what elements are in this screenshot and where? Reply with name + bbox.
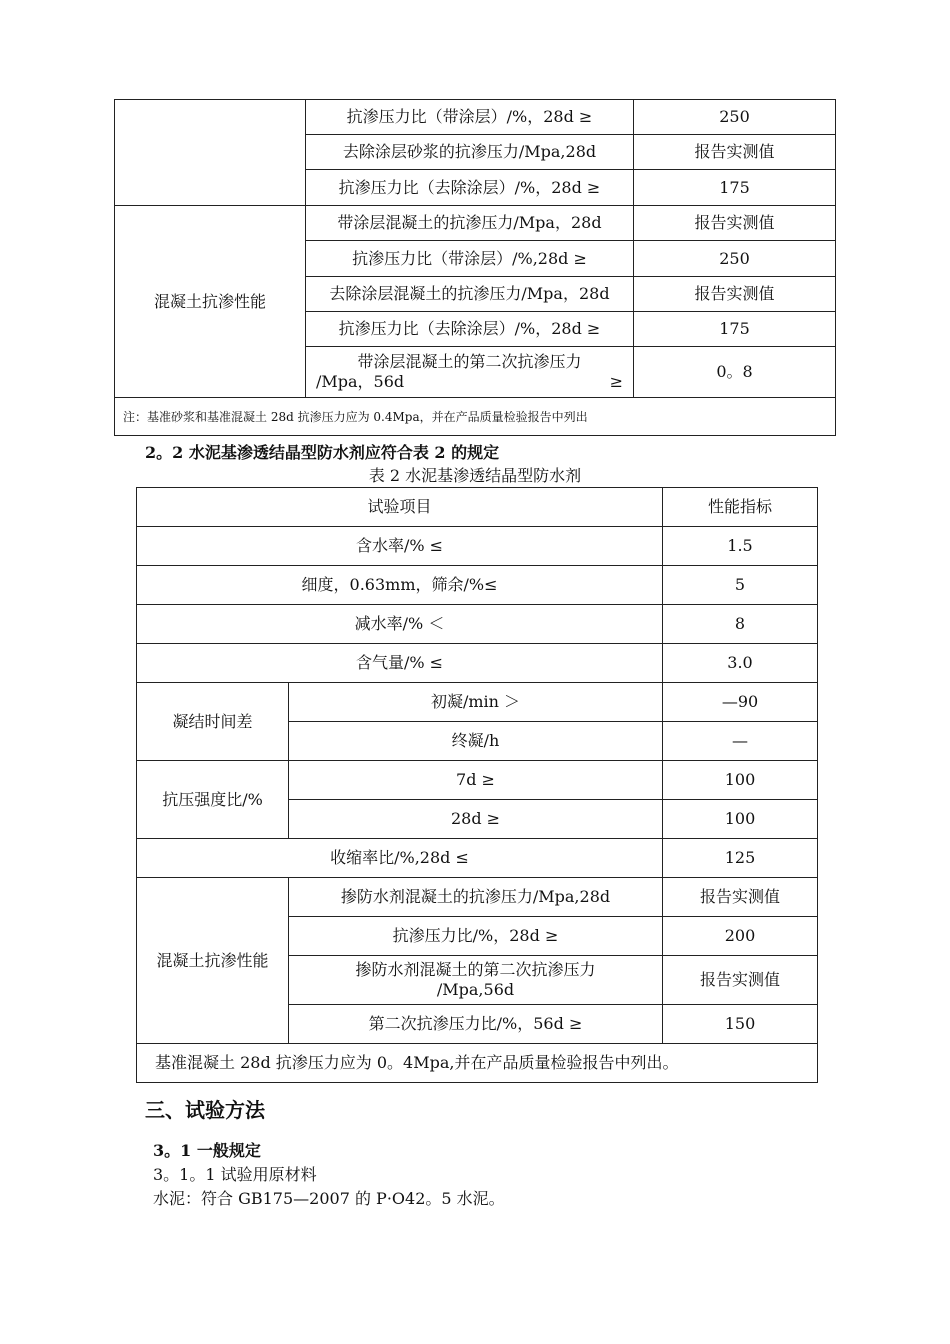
table-cell-item: 带涂层混凝土的抗渗压力/Mpa，28d [306, 206, 634, 241]
table-cell-item: 抗渗压力比（去除涂层）/%，28d ≥ [306, 170, 634, 206]
table-cell-item: 细度，0.63mm，筛余/%≤ [137, 566, 663, 605]
table-cell-item: 抗渗压力比（带涂层）/%，28d ≥ [306, 100, 634, 135]
table-row [137, 644, 818, 683]
section-heading-3: 三、试验方法 [145, 1098, 265, 1122]
table-2-caption: 表 2 水泥基渗透结晶型防水剂 [368, 466, 582, 485]
table-cell-item: 抗渗压力比（带涂层）/%,28d ≥ [306, 241, 634, 277]
table-cell-value: 1.5 [663, 527, 818, 566]
table-cell-value: 100 [663, 800, 818, 839]
compressive-label-cell: 抗压强度比/% [137, 761, 289, 839]
table-row [115, 100, 836, 135]
table-cell-item: 终凝/h [289, 722, 663, 761]
table-row [137, 527, 818, 566]
table-cell-value: 8 [663, 605, 818, 644]
table-row [137, 566, 818, 605]
table-cell-value: 0。8 [634, 347, 836, 398]
item-sign: ≥ [609, 372, 623, 391]
concrete-label-cell: 混凝土抗渗性能 [115, 206, 306, 398]
table-cell-item: 去除涂层砂浆的抗渗压力/Mpa,28d [306, 135, 634, 170]
table-row [137, 683, 818, 722]
table-cell-value: 200 [663, 917, 818, 956]
table-cell-value: 报告实测值 [634, 135, 836, 170]
header-item: 试验项目 [137, 488, 663, 527]
table-cell-value: 报告实测值 [663, 956, 818, 1005]
section-heading-2-2: 2。2 水泥基渗透结晶型防水剂应符合表 2 的规定 [145, 443, 500, 462]
table-row [137, 839, 818, 878]
table-cell-item: 抗渗压力比/%，28d ≥ [289, 917, 663, 956]
item-line-1: 带涂层混凝土的第二次抗渗压力 [357, 352, 582, 371]
concrete-label-cell: 混凝土抗渗性能 [137, 878, 289, 1044]
table-row [137, 761, 818, 800]
table-row [137, 878, 818, 917]
table-cell-value: 250 [634, 241, 836, 277]
table-note: 注：基准砂浆和基准混凝土 28d 抗渗压力应为 0.4Mpa，并在产品质量检验报告中列出 [115, 398, 836, 436]
table-note: 基准混凝土 28d 抗渗压力应为 0。4Mpa,并在产品质量检验报告中列出。 [137, 1044, 818, 1083]
table-cell-item: 去除涂层混凝土的抗渗压力/Mpa，28d [306, 277, 634, 312]
table-cell-value: 175 [634, 170, 836, 206]
table-cell-item: 28d ≥ [289, 800, 663, 839]
table-cell-item: 含气量/% ≤ [137, 644, 663, 683]
item-line-1: 掺防水剂混凝土的第二次抗渗压力 [355, 960, 596, 979]
table-cell-value: 报告实测值 [663, 878, 818, 917]
table-cell-value: 5 [663, 566, 818, 605]
section-heading-3-1: 3。1 一般规定 [153, 1141, 261, 1160]
setting-label-cell: 凝结时间差 [137, 683, 289, 761]
table-cell-item: 含水率/% ≤ [137, 527, 663, 566]
table-cell-item: 减水率/% ＜ [137, 605, 663, 644]
table-1 [114, 99, 836, 436]
table-cell-item: 第二次抗渗压力比/%，56d ≥ [289, 1005, 663, 1044]
table-cell-value: 250 [634, 100, 836, 135]
table-cell-value: 150 [663, 1005, 818, 1044]
table-cell-item [306, 347, 634, 398]
table-cell-value: 175 [634, 312, 836, 347]
cement-paragraph: 水泥：符合 GB175—2007 的 P·O42。5 水泥。 [153, 1189, 505, 1208]
table-cell-value: 报告实测值 [634, 277, 836, 312]
table-cell-item: 收缩率比/%,28d ≤ [137, 839, 663, 878]
table-cell-value: 125 [663, 839, 818, 878]
empty-label-cell [115, 100, 306, 206]
table-row [115, 206, 836, 241]
item-line-2 [310, 372, 629, 392]
header-value: 性能指标 [663, 488, 818, 527]
table-cell-value: 3.0 [663, 644, 818, 683]
table-cell-value: — [663, 722, 818, 761]
table-row [137, 605, 818, 644]
item-unit: /Mpa，56d [316, 372, 405, 391]
table-cell-item: 掺防水剂混凝土的抗渗压力/Mpa,28d [289, 878, 663, 917]
table-cell-value: —90 [663, 683, 818, 722]
table-cell-value: 100 [663, 761, 818, 800]
table-cell-item [289, 956, 663, 1005]
table-cell-value: 报告实测值 [634, 206, 836, 241]
item-line-2: /Mpa,56d [436, 980, 515, 999]
table-2 [136, 487, 818, 1083]
section-heading-3-1-1: 3。1。1 试验用原材料 [153, 1165, 317, 1184]
table-note-row [137, 1044, 818, 1083]
table-note-row [115, 398, 836, 436]
table-header-row [137, 488, 818, 527]
table-cell-item: 初凝/min ＞ [289, 683, 663, 722]
table-cell-item: 抗渗压力比（去除涂层）/%，28d ≥ [306, 312, 634, 347]
table-cell-item: 7d ≥ [289, 761, 663, 800]
